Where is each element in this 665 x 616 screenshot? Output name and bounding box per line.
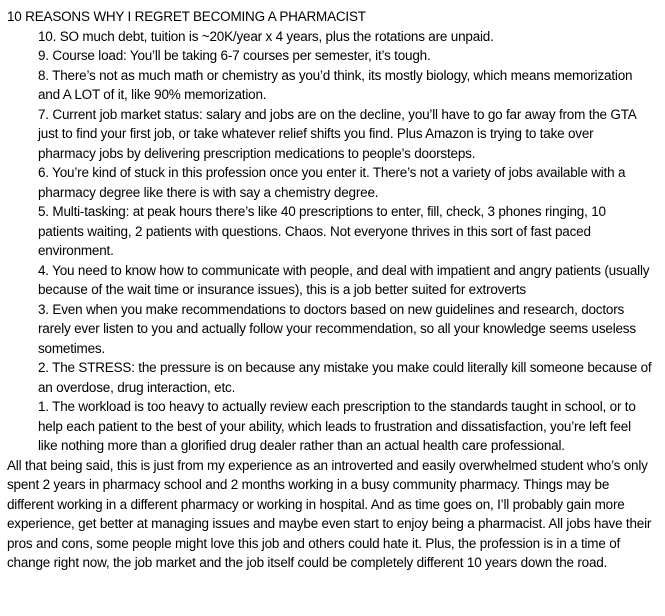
- reason-item-2: [38, 358, 653, 397]
- reason-text: Course load: You’ll be taking 6-7 courses per semester, it’s tough.: [52, 48, 431, 63]
- reason-text: You’re kind of stuck in this profession once you enter it. There’s not a variety of jobs available with a pharmacy degree like there is with say a chemistry degree.: [38, 165, 626, 200]
- closing-paragraph: All that being said, this is just from my experience as an introverted and easily overwhelmed student who’s only spent 2 years in pharmacy school and 2 months working in a busy community pharmacy. Things may be different working in a different pharmacy or working in hospital. And as time goes on, I’ll probably gain more experience, get better at managing issues and maybe even start to enjoy being a pharmacist. All jobs have their pros and cons, some people might love this job and others could hate it. Plus, the profession is in a time of change right now, the job market and the job itself could be completely different 10 years down the road.: [7, 457, 652, 570]
- reason-item-9: [38, 46, 653, 66]
- reason-text: Current job market status: salary and jobs are on the decline, you’ll have to go far away from the GTA just to find your first job, or take whatever relief shifts you find. Plus Amazon is trying to take over pharmacy jobs by delivering prescription medications to people’s doorsteps.: [38, 106, 636, 161]
- reasons-list: [7, 27, 653, 456]
- reason-item-5: [38, 202, 653, 261]
- reason-text: The workload is too heavy to actually review each prescription to the standards taught in school, or to help each patient to the best of your ability, which leads to frustration and dissatisfaction, you’re left feel like nothing more than a glorified drug dealer rather than an actual health care professional.: [38, 399, 636, 453]
- reason-number: 1.: [38, 399, 49, 414]
- reason-item-4: [38, 261, 653, 300]
- reason-item-7: [38, 105, 653, 164]
- reason-item-6: [38, 163, 653, 202]
- reason-item-1: [38, 397, 653, 456]
- reason-number: 8.: [38, 67, 49, 83]
- document-title: 10 REASONS WHY I REGRET BECOMING A PHARMACIST: [7, 9, 366, 24]
- reason-item-3: [38, 300, 653, 359]
- reason-number: 7.: [38, 106, 49, 122]
- reason-item-8: [38, 66, 653, 105]
- reason-number: 9.: [38, 48, 49, 63]
- reason-text: Multi-tasking: at peak hours there’s like 40 prescriptions to enter, fill, check, 3 phones ringing, 10 patients waiting, 2 patients with questions. Chaos. Not everyone thrives in this sort of fast paced environment.: [38, 204, 606, 258]
- reason-number: 10.: [38, 28, 57, 44]
- reason-text: SO much debt, tuition is ~20K/year x 4 years, plus the rotations are unpaid.: [59, 28, 494, 44]
- reason-text: There’s not as much math or chemistry as you’d think, its mostly biology, which means memorization and A LOT of it, like 90% memorization.: [38, 67, 633, 102]
- reason-number: 3.: [38, 301, 49, 317]
- reason-number: 4.: [38, 262, 49, 278]
- reason-number: 5.: [38, 204, 49, 219]
- reason-text: You need to know how to communicate with people, and deal with impatient and angry patients (usually because of the wait time or insurance issues), this is a job better suited for extroverts: [38, 262, 650, 297]
- reason-text: The STRESS: the pressure is on because any mistake you make could literally kill someone because of an overdose, drug interaction, etc.: [38, 360, 652, 395]
- reason-number: 6.: [38, 165, 49, 180]
- reason-item-10: [38, 27, 653, 47]
- reason-text: Even when you make recommendations to doctors based on new guidelines and research, doctors rarely ever listen to you and actually follow your recommendation, so all your knowledge seems useless sometimes.: [38, 301, 636, 356]
- reason-number: 2.: [38, 360, 49, 375]
